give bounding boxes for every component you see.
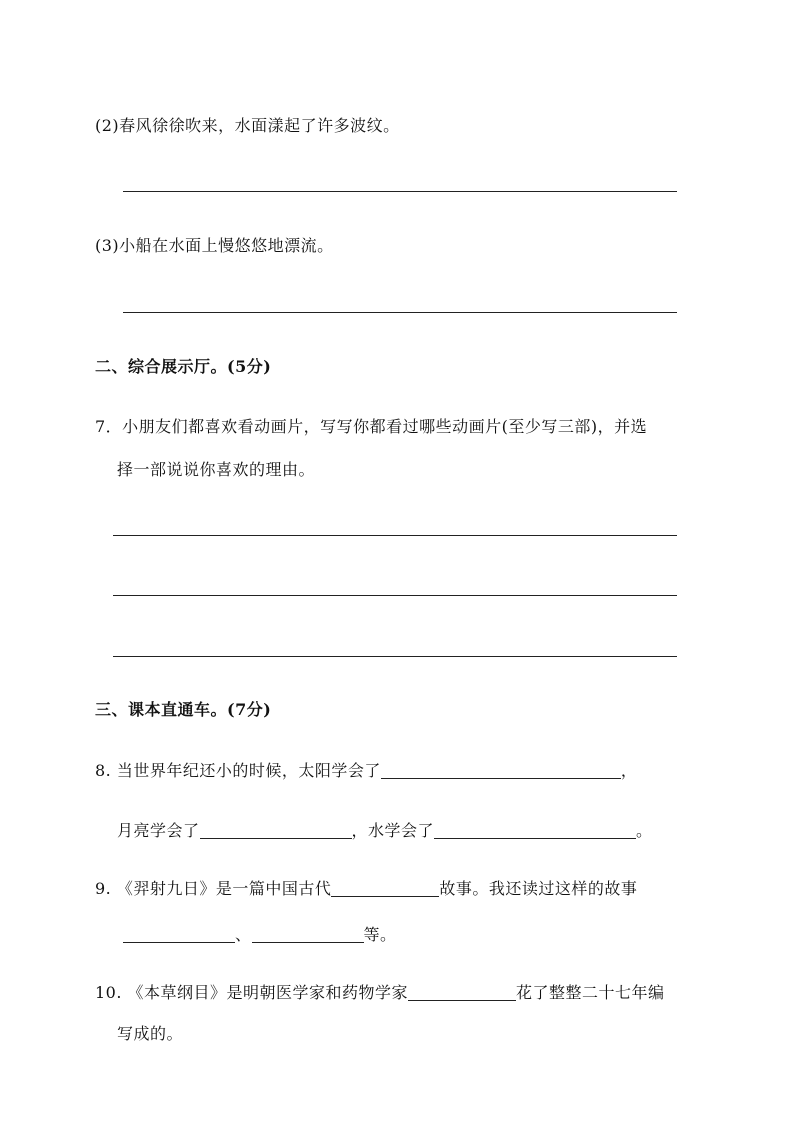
q7-answer-line-3[interactable]	[113, 656, 677, 657]
q8-blank-moon[interactable]	[200, 822, 352, 839]
q8-period: 。	[636, 821, 653, 840]
q8-blank-water[interactable]	[434, 822, 636, 839]
q8-line-1	[95, 761, 637, 781]
section-2-heading: 二、综合展示厅。(5分)	[95, 357, 272, 376]
q6-item-2-text: (2)春风徐徐吹来，水面漾起了许多波纹。	[95, 116, 400, 135]
section-3-heading: 三、课本直通车。(7分)	[95, 700, 272, 719]
q9-line-1	[95, 879, 637, 899]
q9-end: 等。	[363, 925, 397, 944]
q10-blank-author[interactable]	[408, 984, 516, 1001]
q7-line-2: 择一部说说你喜欢的理由。	[117, 460, 316, 479]
q6-item-3-answer-line[interactable]	[123, 312, 677, 313]
q9-separator: 、	[235, 925, 252, 944]
q6-item-3-text: (3)小船在水面上慢悠悠地漂流。	[95, 236, 334, 255]
q9-blank-story-1[interactable]	[123, 926, 235, 943]
q8-prompt-1: 8. 当世界年纪还小的时候，太阳学会了	[95, 761, 381, 780]
q8-blank-sun[interactable]	[381, 762, 621, 779]
q10-line-2: 写成的。	[117, 1024, 184, 1043]
q6-item-2-answer-line[interactable]	[123, 191, 677, 192]
q9-blank-story-2[interactable]	[252, 926, 364, 943]
q8-prompt-2: 月亮学会了	[117, 821, 200, 840]
q8-comma: ，	[620, 761, 638, 780]
q10-line-1	[95, 983, 665, 1003]
q10-prompt-2: 花了整整二十七年编	[516, 983, 665, 1002]
q10-prompt-1: 10. 《本草纲目》是明朝医学家和药物学家	[95, 983, 409, 1002]
q9-prompt-2: 故事。我还读过这样的故事	[439, 879, 638, 898]
q9-line-2	[123, 925, 397, 945]
q9-blank-genre[interactable]	[331, 880, 439, 897]
q8-line-2	[117, 821, 653, 841]
q7-line-1: 7．小朋友们都喜欢看动画片，写写你都看过哪些动画片(至少写三部)，并选	[95, 417, 648, 436]
q7-answer-line-2[interactable]	[113, 595, 677, 596]
q7-answer-line-1[interactable]	[113, 535, 677, 536]
q8-prompt-3: ，水学会了	[351, 821, 435, 840]
q9-prompt-1: 9. 《羿射九日》是一篇中国古代	[95, 879, 332, 898]
